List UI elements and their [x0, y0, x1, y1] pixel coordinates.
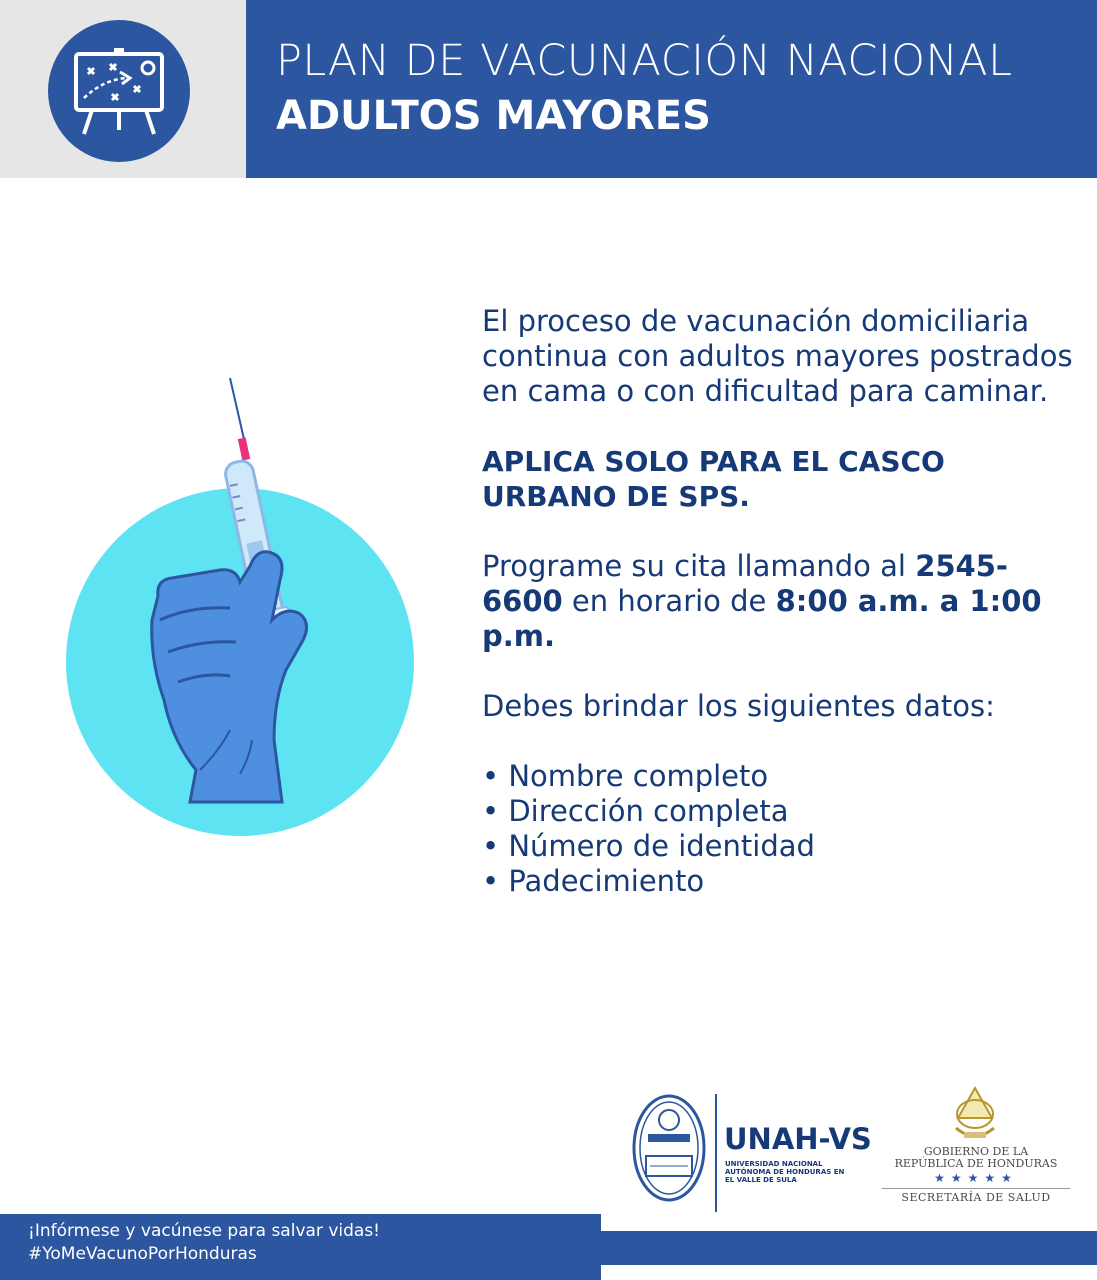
header-banner [246, 0, 1097, 178]
gov-department: SECRETARÍA DE SALUD [901, 1191, 1051, 1204]
gov-name [886, 1146, 1066, 1170]
main-content [482, 304, 1082, 899]
appointment-text [482, 549, 1082, 654]
gov-stars: ★★★★★ [934, 1171, 1018, 1185]
logo-divider [715, 1094, 717, 1212]
strategy-board-icon [48, 20, 190, 162]
gloved-hand-syringe-icon [60, 370, 420, 850]
list-item: • Dirección completa [482, 794, 1082, 829]
header-title: PLAN DE VACUNACIÓN NACIONAL [276, 36, 1013, 86]
schedule-hours: 8:00 a.m. a 1:00 p.m. [482, 584, 1042, 653]
list-item: • Número de identidad [482, 829, 1082, 864]
appointment-prefix: Programe su cita llamando al [482, 549, 916, 583]
list-item: • Nombre completo [482, 759, 1082, 794]
notice-text: APLICA SOLO PARA EL CASCO URBANO DE SPS. [482, 445, 945, 513]
unah-name: UNAH-VS [724, 1122, 872, 1156]
list-item: • Padecimiento [482, 864, 1082, 899]
data-prompt: Debes brindar los siguientes datos: [482, 689, 995, 723]
unah-subtitle: UNIVERSIDAD NACIONAL AUTÓNOMA DE HONDURAS EN EL VALLE DE SULA [725, 1160, 845, 1184]
intro-text: El proceso de vacunación domiciliaria continua con adultos mayores postrados en cama o con dificultad para caminar. [482, 304, 1073, 408]
required-data-list [482, 759, 1082, 899]
appointment-mid: en horario de [562, 584, 776, 618]
gov-name-line1: GOBIERNO DE LA [923, 1145, 1029, 1158]
gov-divider [882, 1188, 1070, 1189]
footer-hashtag: #YoMeVacunoPorHonduras [28, 1244, 257, 1264]
honduras-coat-of-arms-icon [948, 1084, 1002, 1148]
header-subtitle: ADULTOS MAYORES [276, 93, 711, 139]
gov-name-line2: REPÚBLICA DE HONDURAS [894, 1157, 1058, 1170]
footer-stripe [601, 1231, 1097, 1265]
unah-seal-logo [632, 1094, 706, 1202]
phone-number: 2545-6600 [482, 549, 1008, 618]
footer-slogan: ¡Infórmese y vacúnese para salvar vidas! [28, 1221, 380, 1241]
